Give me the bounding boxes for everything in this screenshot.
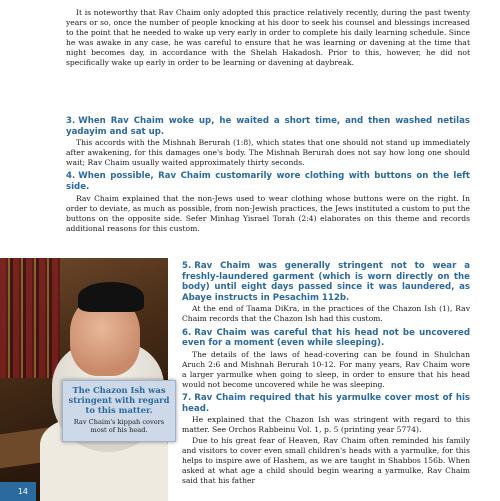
section-5-body: At the end of Taama DiKra, in the practices of the Chazon Ish (1), Rav Chaim records that the Chazon Ish had this custom. [182,304,470,324]
section-7-body-1: He explained that the Chazon Ish was stringent with regard to this matter. See Orchos Rabbeinu Vol. 1, p. 5 (printing year 5774). [182,415,470,435]
photo-caption-box [62,380,176,442]
kippah-graphic [78,282,144,312]
section-6-body: The details of the laws of head-covering can be found in Shulchan Aruch 2:6 and Mishnah Berurah 10-12. For many years, Rav Chaim wore a larger yarmulke when going to sleep, in order to ensure that his head would not become uncovered while he was sleeping. [182,349,470,390]
section-3-heading: 3. When Rav Chaim woke up, he waited a short time, and then washed netilas yadayim and sat up. [66,116,470,137]
section-3-body: This accords with the Mishnah Berurah (1:8), which states that one should not stand up immediately after awakening, for this damages one's body. The Mishnah Berurah does not say how long one should wait; Rav Chaim usually waited approximately thirty seconds. [66,138,470,168]
intro-paragraph: It is noteworthy that Rav Chaim only adopted this practice relatively recently, during the past twenty years or so, once the number of people knocking at his door to seek his counsel and blessings increased to the point that he needed to wake up very early in order to complete his daily learning schedule. Since he was awake in any case, he was careful to ensure that he was learning or davening at the time that night becomes day, in accordance with the Shelah Hakadosh. Prior to this, however, he did not specifically wake up early in order to be learning or davening at daybreak. [66,8,470,68]
section-7-body-2: Due to his great fear of Heaven, Rav Chaim often reminded his family and visitors to cover even small children's heads with a yarmulke, for this helps to inspire awe of Hashem, as we are taught in Shabbos 156b. When asked at what age a child should begin wearing a yarmulke, Rav Chaim said that his father [182,435,470,485]
section-4-heading: 4. When possible, Rav Chaim customarily wore clothing with buttons on the left side. [66,171,470,193]
section-5-heading: 5. Rav Chaim was generally stringent not to wear a freshly-laundered garment (which is worn directly on the body) until eight days passed since it was laundered, as Abaye instructs in Pesachim 112b. [182,261,470,303]
sections-upper [66,113,470,234]
section-7-heading: 7. Rav Chaim required that his yarmulke cover most of his head. [182,393,470,414]
caption-subtitle: Rav Chaim's kippah covers most of his head. [73,418,165,435]
sections-lower [182,258,470,486]
caption-title: The Chazon Ish was stringent with regard to this matter. [68,385,170,415]
bookshelf-graphic [0,258,60,378]
page-number: 14 [0,482,36,501]
intro-text-block [66,8,470,69]
section-4-body: Rav Chaim explained that the non-Jews used to wear clothing whose buttons were on the right. In order to deviate, as much as possible, from non-Jewish practices, the Jews instituted a custom to put the buttons on the opposite side. Sefer Minhag Yisrael Torah (2:4) elaborates on this theme and records additional reasons for this custom. [66,193,470,233]
section-6-heading: 6. Rav Chaim was careful that his head not be uncovered even for a moment (even while sleeping). [182,327,470,349]
